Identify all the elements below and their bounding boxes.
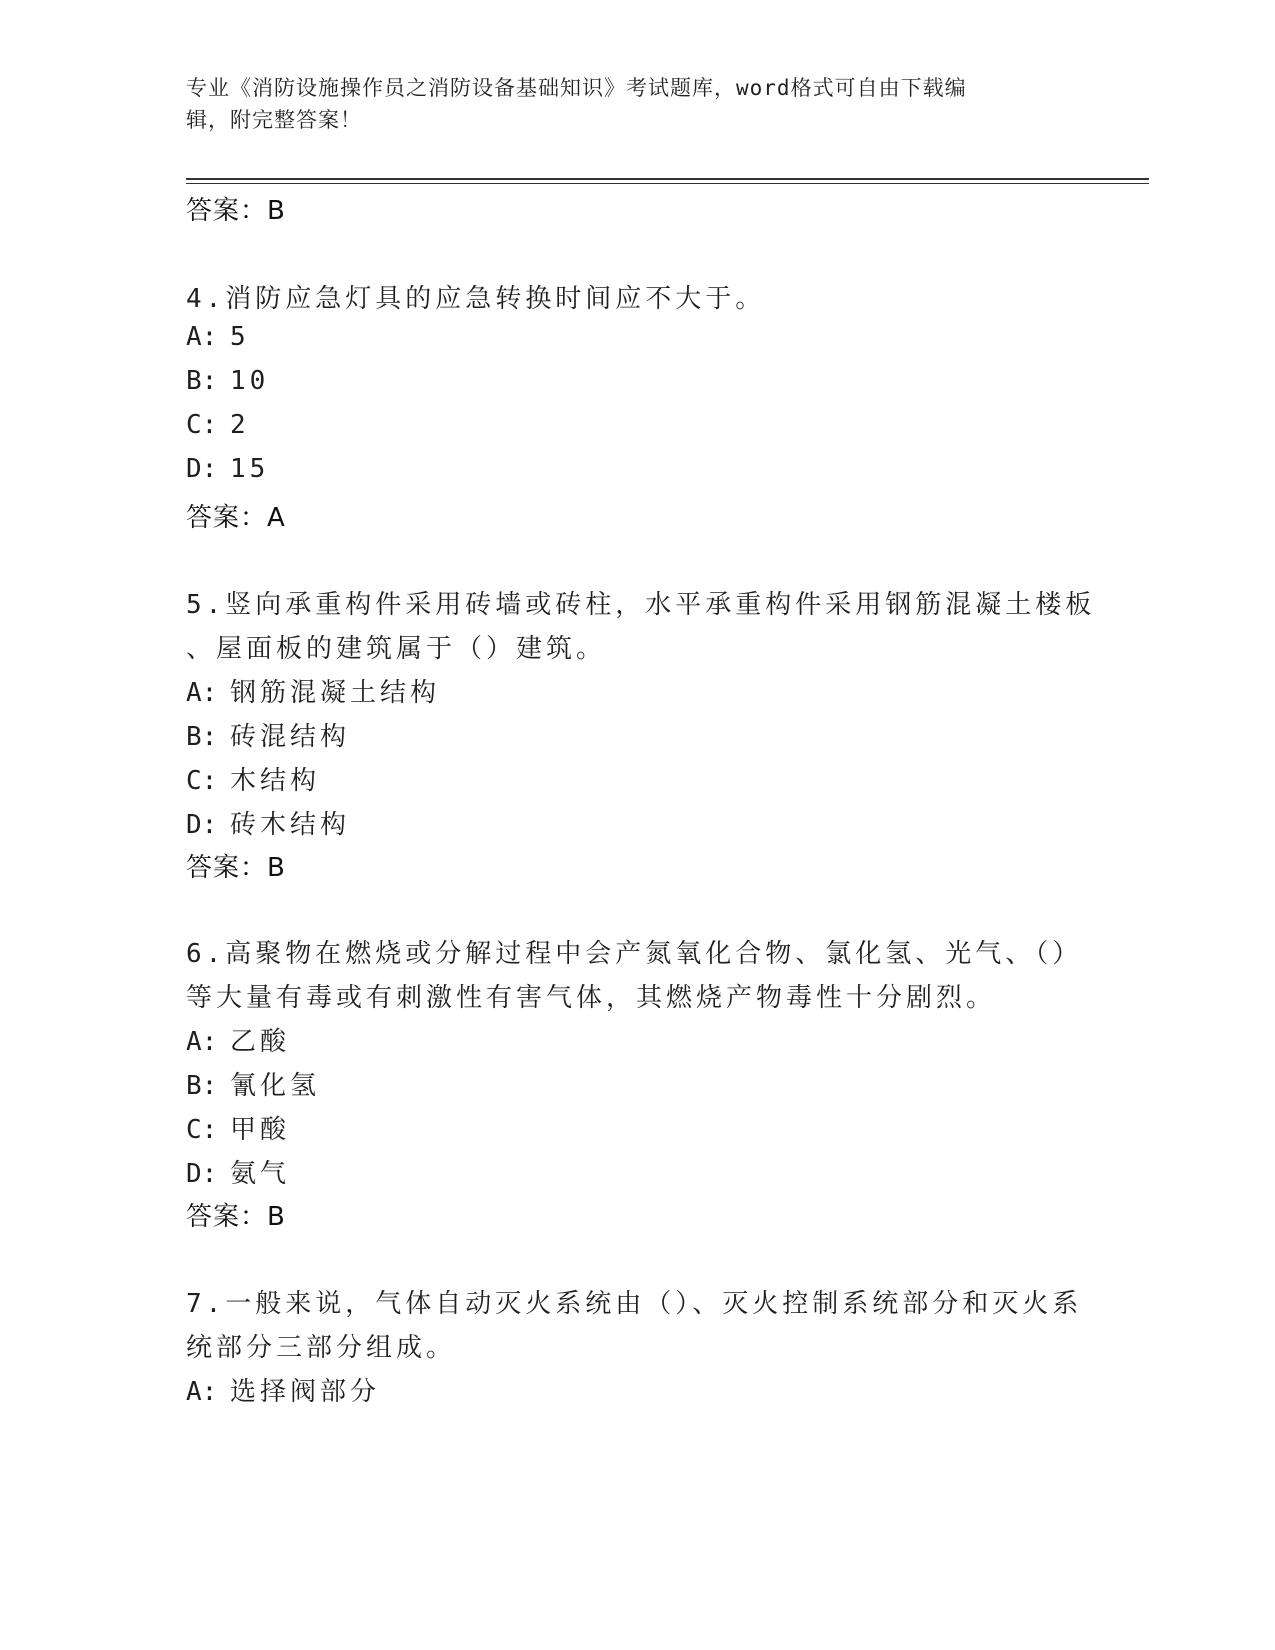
option-text: 选择阀部分 (230, 1377, 381, 1407)
question-4-stem: 4.消防应急灯具的应急转换时间应不大于。 (186, 284, 766, 314)
question-5-option-c (186, 760, 320, 797)
question-5-stem-line-1: 5.竖向承重构件采用砖墙或砖柱，水平承重构件采用钢筋混凝土楼板 (186, 590, 1096, 620)
document-header (186, 72, 1066, 136)
question-5-option-b (186, 716, 350, 753)
option-label: A: (186, 1377, 218, 1407)
option-text: 2 (230, 410, 250, 440)
question-6-option-c (186, 1109, 290, 1146)
question-7-option-a (186, 1371, 380, 1408)
option-label: C: (186, 410, 218, 440)
question-4-option-a (186, 322, 250, 352)
option-label: B: (186, 722, 218, 752)
question-6-option-a (186, 1021, 290, 1058)
option-label: B: (186, 366, 218, 396)
option-label: C: (186, 1115, 218, 1145)
option-label: D: (186, 1159, 218, 1189)
answer-previous: 答案：B (186, 196, 286, 226)
question-4-option-c (186, 410, 250, 440)
question-5-option-a (186, 672, 440, 709)
question-6-stem-line-1: 6.高聚物在燃烧或分解过程中会产氮氧化合物、氯化氢、光气、（） (186, 939, 1083, 969)
question-4-option-b (186, 366, 269, 396)
header-line-1: 专业《消防设施操作员之消防设备基础知识》考试题库，word格式可自由下载编 (186, 76, 967, 100)
option-text: 钢筋混凝土结构 (230, 678, 441, 708)
header-line-2: 辑，附完整答案！ (186, 108, 362, 132)
option-label: A: (186, 322, 218, 352)
question-4-option-d (186, 454, 269, 484)
option-text: 砖木结构 (230, 810, 351, 840)
option-label: B: (186, 1071, 218, 1101)
question-6-option-b (186, 1065, 320, 1102)
header-rule-thick (186, 178, 1149, 180)
question-5-answer: 答案：B (186, 853, 286, 883)
option-text: 15 (230, 454, 270, 484)
question-6-answer: 答案：B (186, 1202, 286, 1232)
option-label: A: (186, 678, 218, 708)
option-text: 砖混结构 (230, 722, 351, 752)
option-label: C: (186, 766, 218, 796)
option-label: D: (186, 454, 218, 484)
question-7-stem-line-1: 7.一般来说，气体自动灭火系统由（）、灭火控制系统部分和灭火系 (186, 1289, 1083, 1319)
option-text: 乙酸 (230, 1027, 291, 1057)
question-6-option-d (186, 1153, 290, 1190)
option-text: 5 (230, 322, 250, 352)
option-text: 木结构 (230, 766, 321, 796)
option-text: 甲酸 (230, 1115, 291, 1145)
question-7-stem-line-2: 统部分三部分组成。 (186, 1333, 457, 1363)
option-text: 10 (230, 366, 270, 396)
question-5-stem-line-2: 、屋面板的建筑属于（）建筑。 (186, 634, 607, 664)
option-label: D: (186, 810, 218, 840)
option-label: A: (186, 1027, 218, 1057)
question-6-stem-line-2: 等大量有毒或有刺激性有害气体，其燃烧产物毒性十分剧烈。 (186, 983, 997, 1013)
option-text: 氨气 (230, 1159, 291, 1189)
header-rule-thin (186, 183, 1149, 184)
question-5-option-d (186, 804, 350, 841)
option-text: 氰化氢 (230, 1071, 321, 1101)
question-4-answer: 答案：A (186, 503, 286, 533)
